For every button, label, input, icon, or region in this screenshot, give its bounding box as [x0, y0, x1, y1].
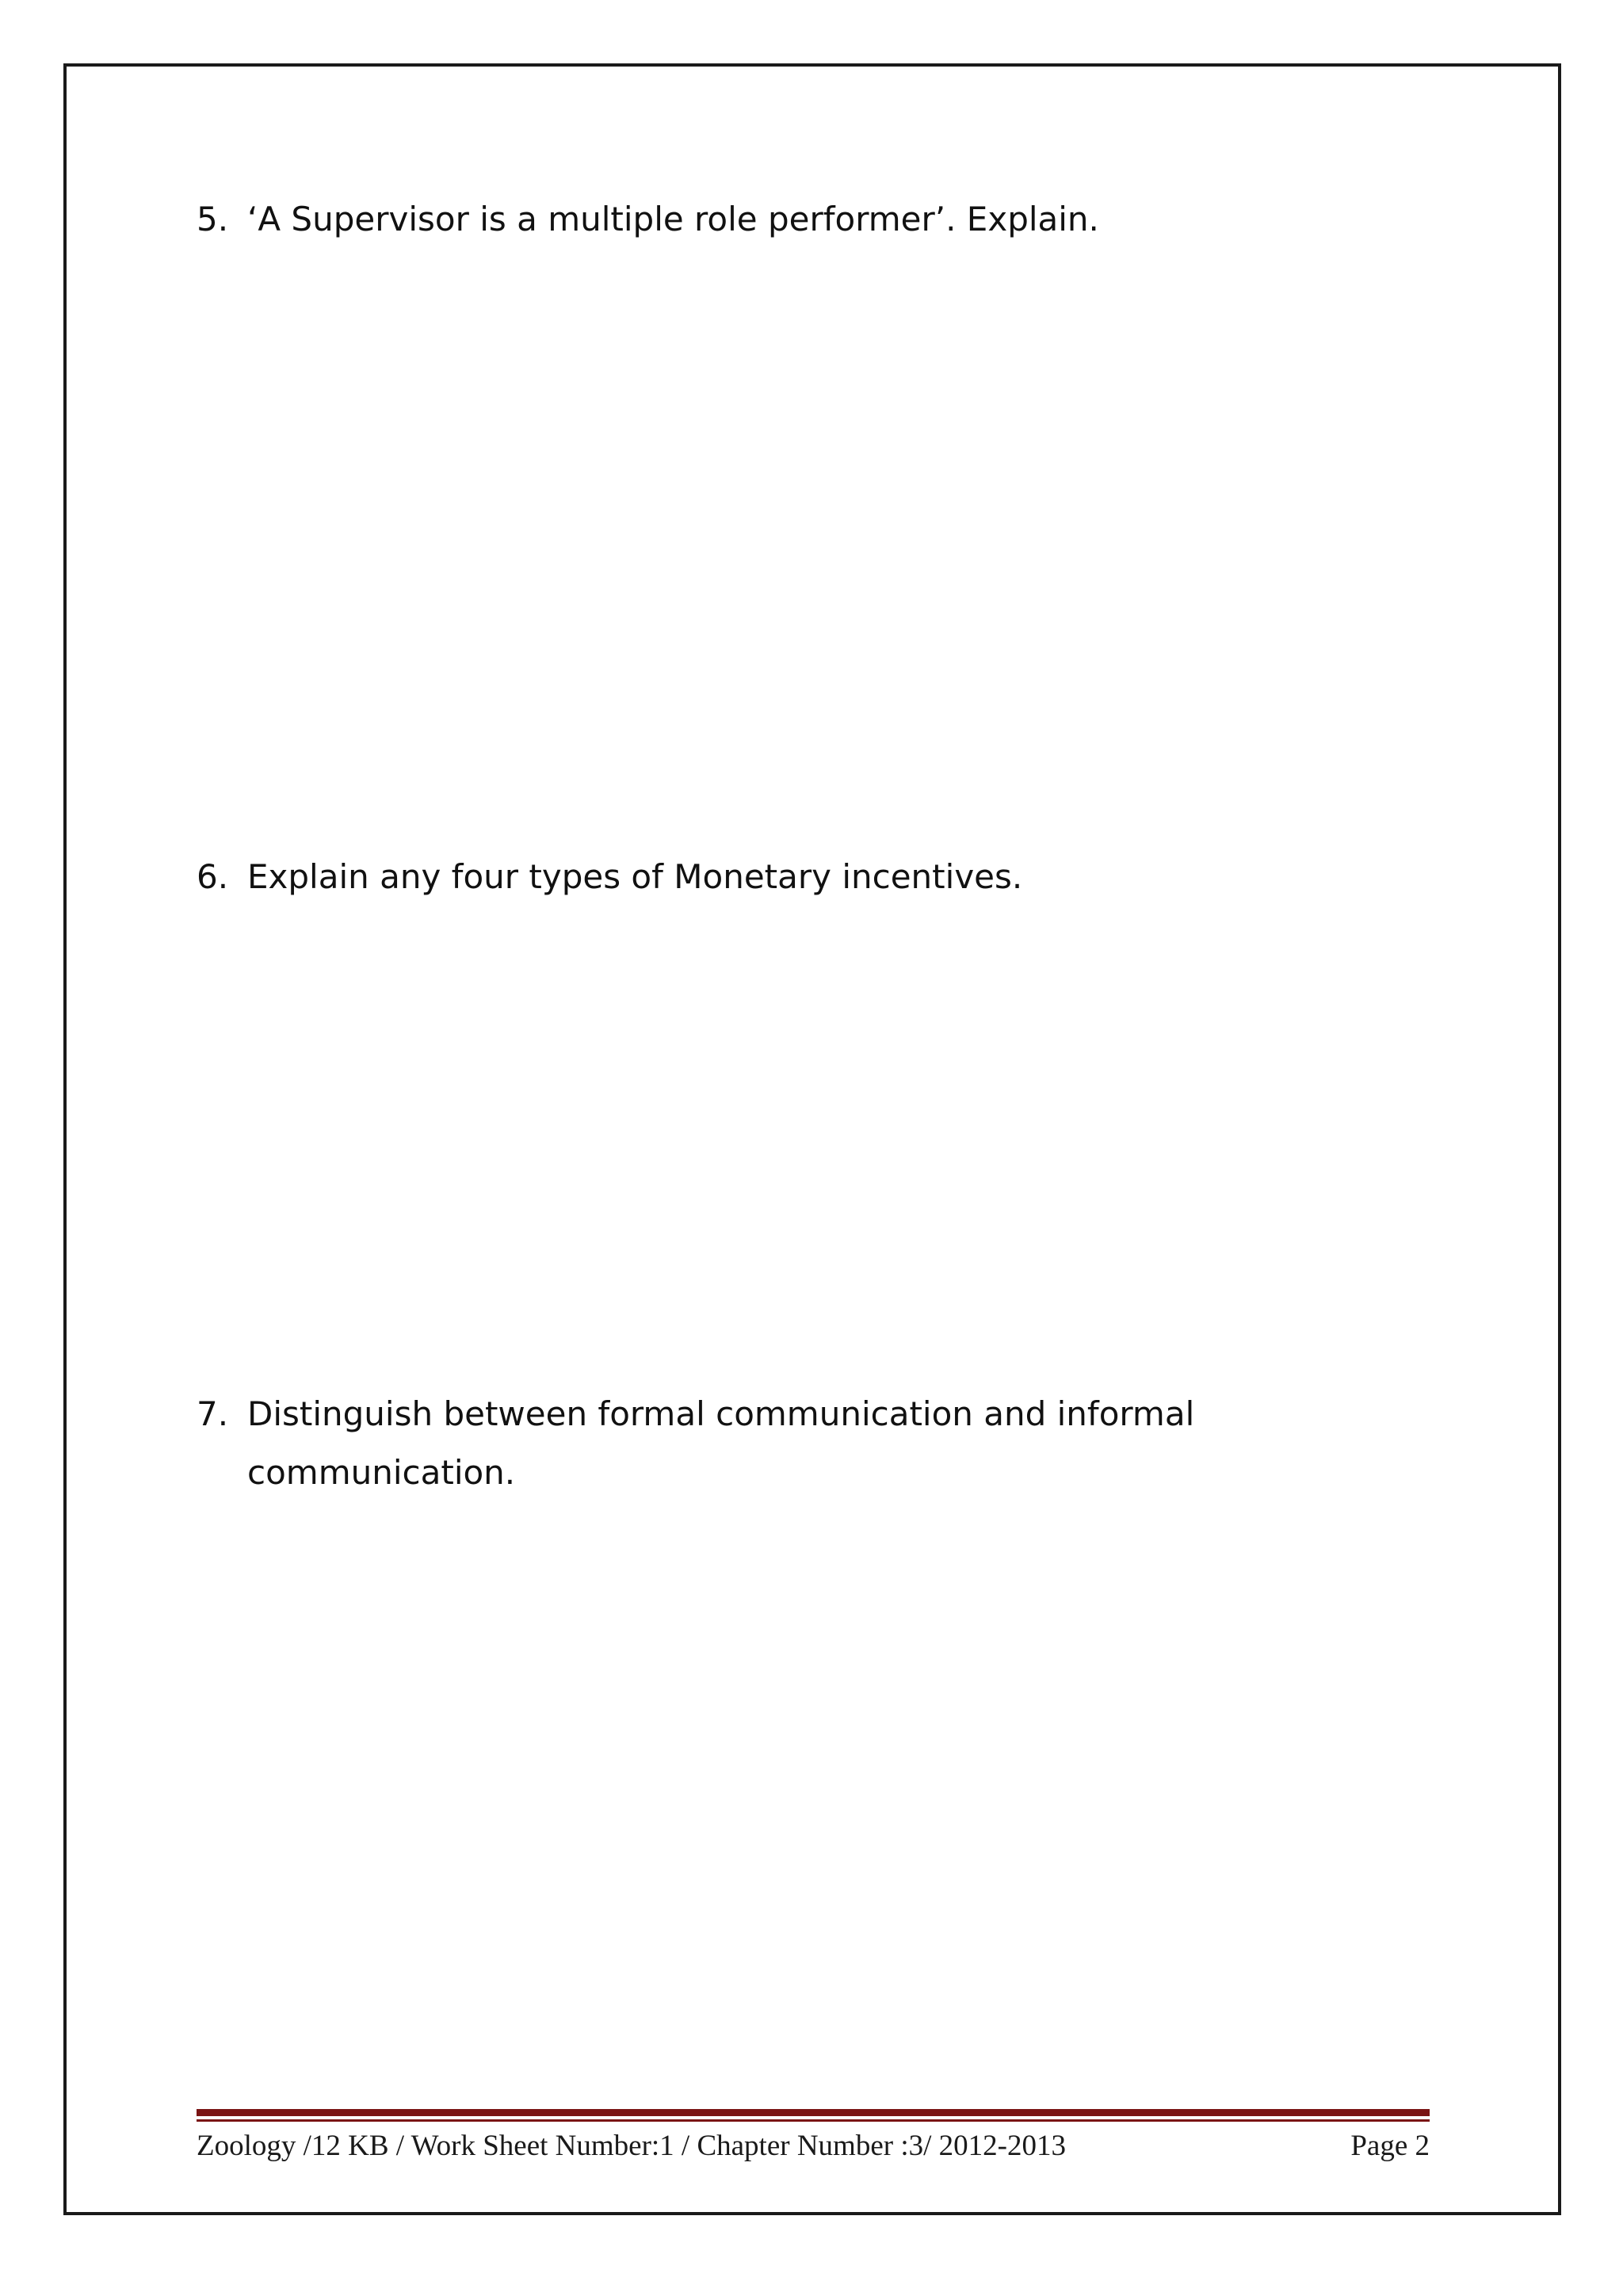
footer [197, 2126, 1430, 2166]
footer-rule-thick [197, 2109, 1430, 2116]
footer-rule-thin [197, 2119, 1430, 2122]
question-7 [197, 1385, 1227, 1502]
question-number: 5. [197, 200, 229, 238]
question-5 [197, 190, 1385, 249]
footer-info: Zoology /12 KB / Work Sheet Number:1 / Chapter Number :3/ 2012-2013 [197, 2130, 1066, 2162]
question-number: 7. [197, 1394, 229, 1433]
page-border [63, 63, 1561, 2215]
question-6 [197, 848, 1385, 906]
question-number: 6. [197, 857, 229, 896]
question-text: ‘A Supervisor is a multiple role performer’. Explain. [247, 200, 1099, 238]
question-text: Explain any four types of Monetary incentives. [247, 857, 1023, 896]
page-number: Page 2 [1350, 2130, 1430, 2162]
question-text: Distinguish between formal communication and informal communication. [247, 1394, 1195, 1492]
